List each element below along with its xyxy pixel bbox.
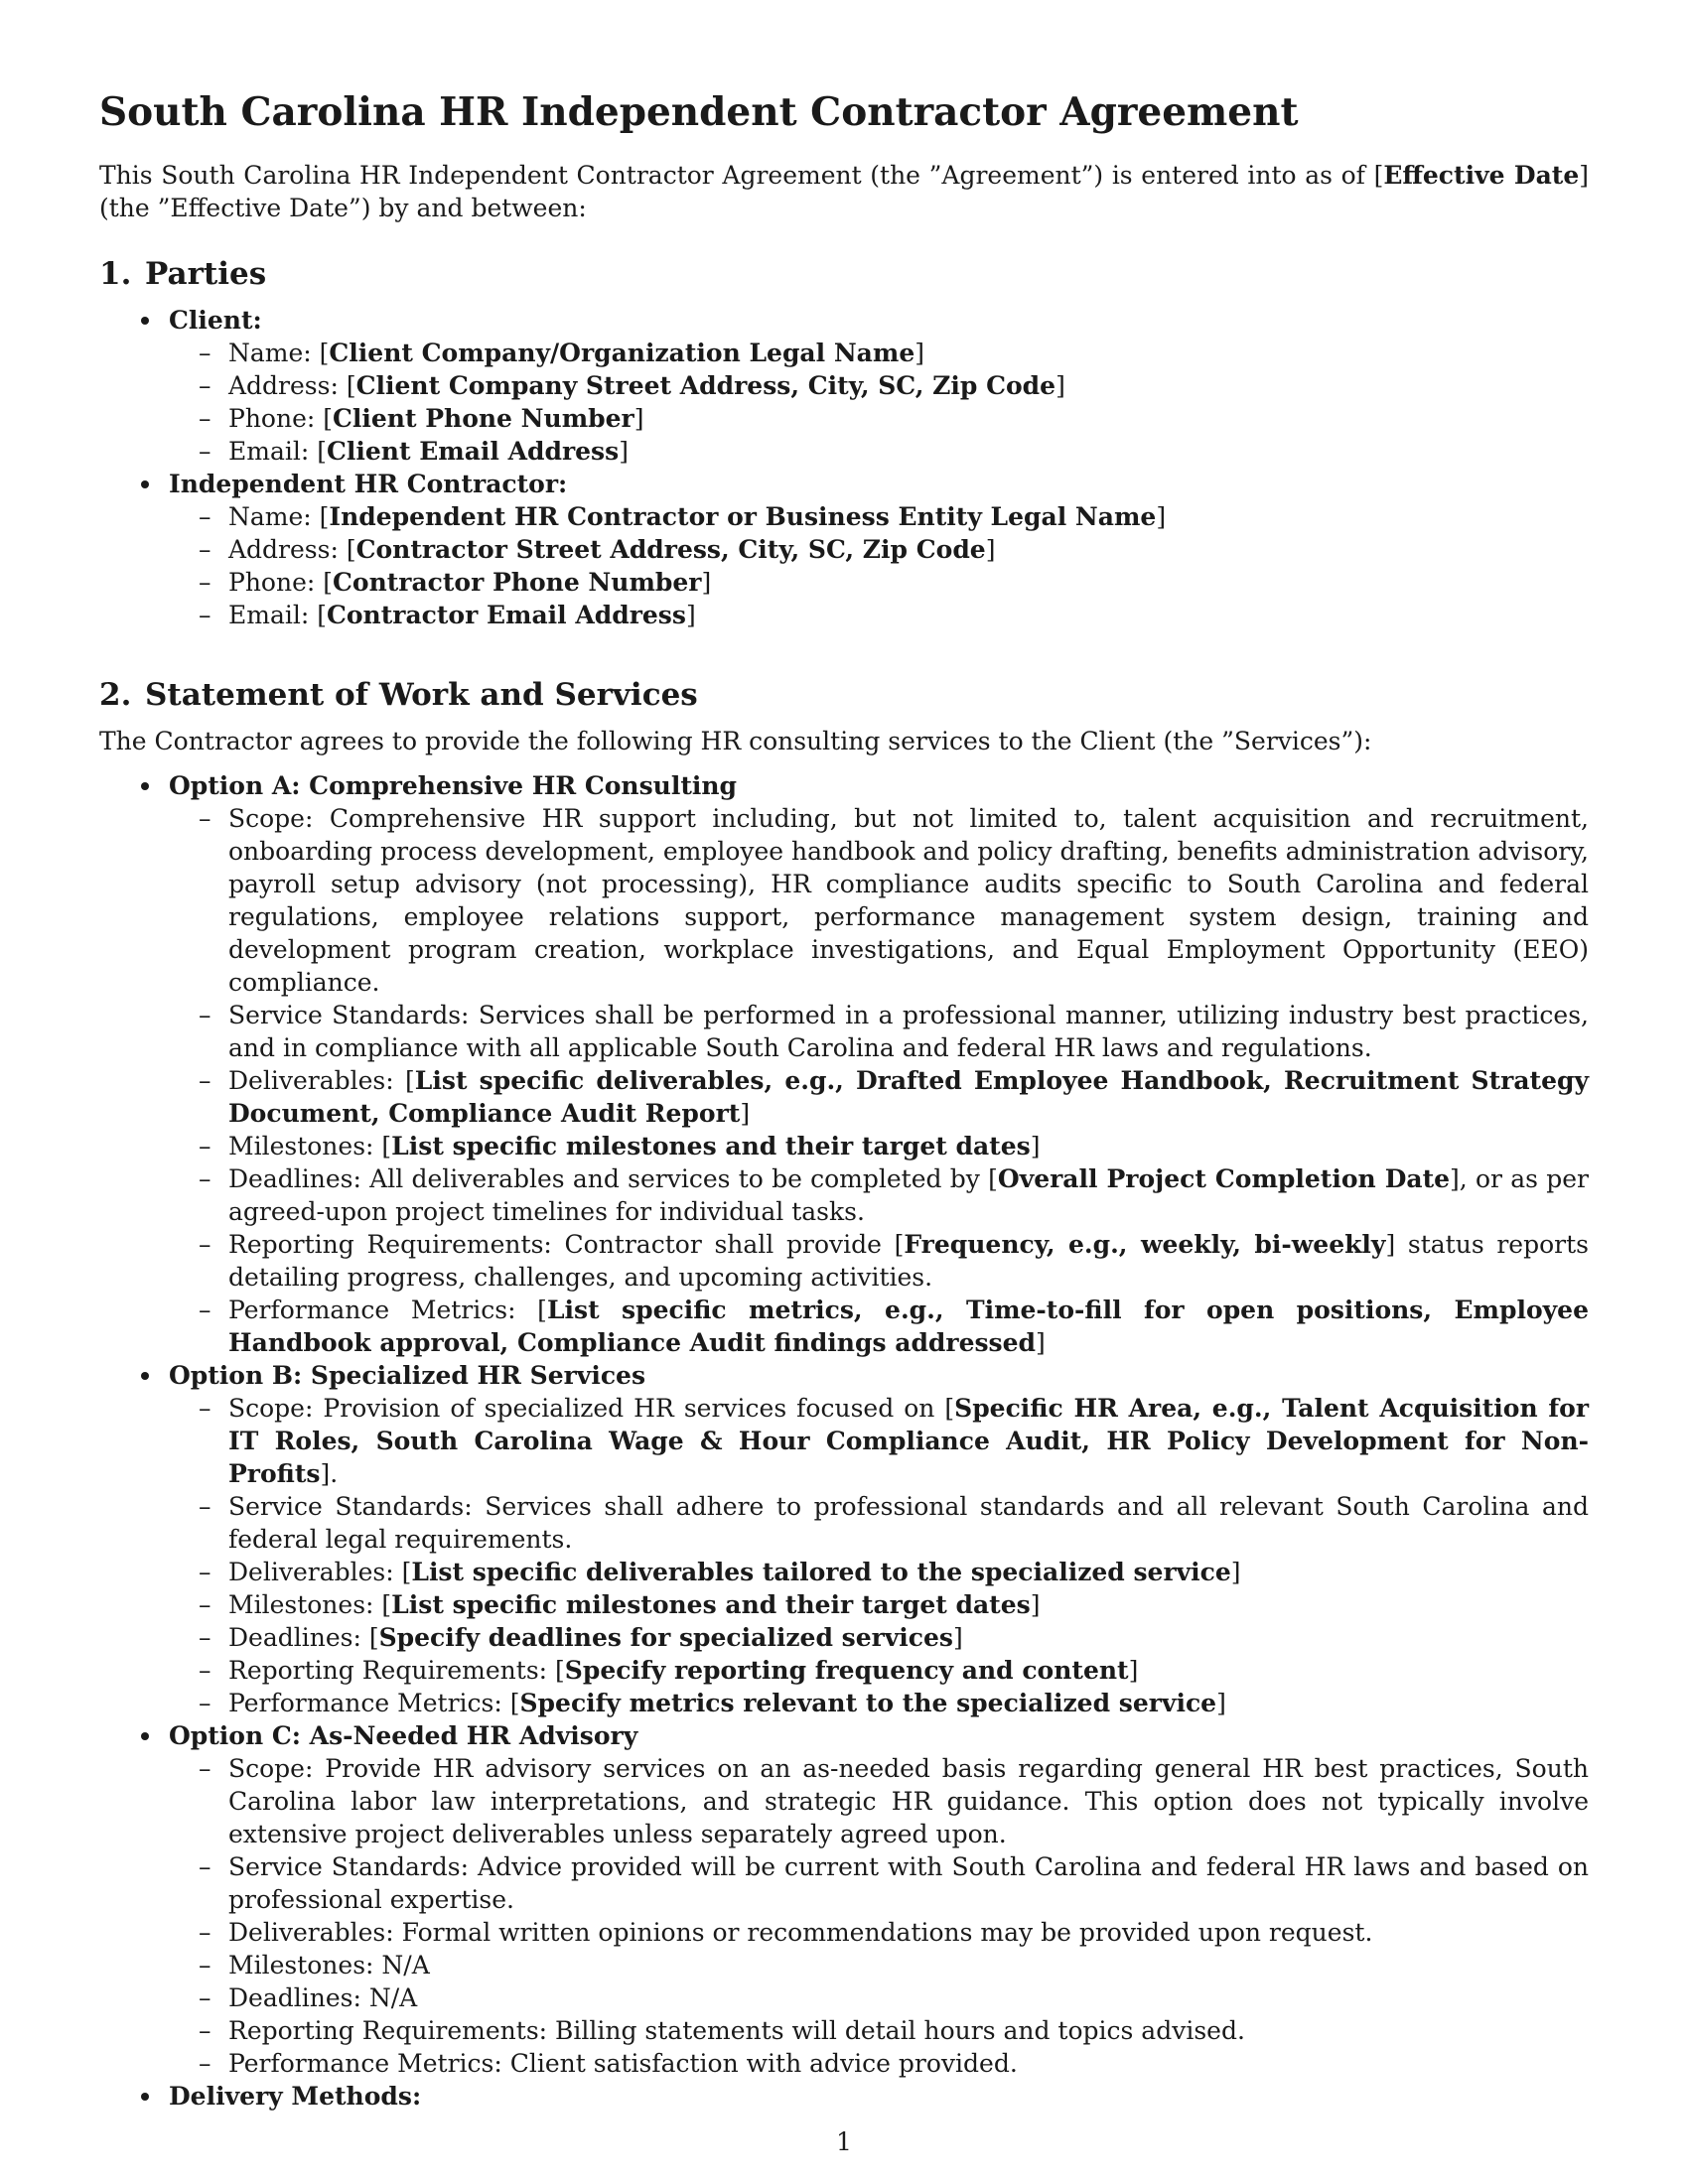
- option-c-item: Option C: As-Needed HR Advisory – Scope: Provide HR advisory services on an as-needed basis regarding general HR best practices, South Carolina labor law interpretations, and strategic HR guidance. This option does not typically involve extensive project deliverables unless separately agreed upon. – Service Standards: Advice provided will be current with South Carolina and federal HR laws and based on professional expertise. – Deliverables: Formal written opinions or recommendations may be provided upon request. – Milestones: N/A – Deadlines: N/A – Reporting Requirements: Billing statements will detail hours and topics advised. – Performance Metrics: Client satisfaction with advice provided.: [169, 1721, 1589, 2078]
- dash-icon: –: [199, 502, 211, 531]
- option-b-metrics: – Performance Metrics: [Specify metrics relevant to the specialized service]: [199, 1689, 1226, 1717]
- intro-paragraph: This South Carolina HR Independent Contractor Agreement (the ”Agreement”) is entered into as of [Effective Date] (the ”Effective Date”) by and between:: [99, 161, 1590, 222]
- delivery-methods-item: Delivery Methods:: [169, 2082, 422, 2111]
- dash-icon: –: [199, 339, 211, 367]
- dash-icon: –: [199, 1164, 211, 1193]
- option-b-deliverables: – Deliverables: [List specific deliverables tailored to the specialized service]: [199, 1558, 1241, 1586]
- dash-icon: –: [199, 1754, 211, 1783]
- dash-icon: –: [199, 1689, 211, 1717]
- option-b-milestones: – Milestones: [List specific milestones and their target dates]: [199, 1590, 1041, 1619]
- dash-icon: –: [199, 1230, 211, 1259]
- option-a-metrics: – Performance Metrics: [List specific metrics, e.g., Time-to-fill for open positions, Employee Handbook approval, Compliance Audit findings addressed]: [199, 1296, 1589, 1357]
- client-phone: – Phone: [Client Phone Number]: [199, 404, 644, 433]
- dash-icon: –: [199, 535, 211, 564]
- dash-icon: –: [199, 437, 211, 466]
- client-details: [169, 337, 1589, 468]
- option-c-reporting: – Reporting Requirements: Billing statements will detail hours and topics advised.: [199, 2016, 1245, 2045]
- client-item: Client: – Name: [Client Company/Organization Legal Name] – Address: [Client Company Street Address, City, SC, Zip Code] – Phone: [Client Phone Number] – Email: [Client Email Address]: [99, 304, 1589, 468]
- services-lead-paragraph: The Contractor agrees to provide the following HR consulting services to the Client (the ”Services”):: [99, 727, 1372, 755]
- dash-icon: –: [199, 804, 211, 833]
- section-parties: [99, 254, 1589, 631]
- contractor-phone: – Phone: [Contractor Phone Number]: [199, 568, 712, 597]
- option-a-milestones: – Milestones: [List specific milestones and their target dates]: [199, 1132, 1041, 1160]
- option-c-scope: – Scope: Provide HR advisory services on an as-needed basis regarding general HR best practices, South Carolina labor law interpretations, and strategic HR guidance. This option does not typically involve extensive project deliverables unless separately agreed upon.: [199, 1754, 1589, 1848]
- option-c-metrics: – Performance Metrics: Client satisfaction with advice provided.: [199, 2049, 1018, 2078]
- dash-icon: –: [199, 1001, 211, 1029]
- effective-date-placeholder: Effective Date: [1383, 161, 1580, 190]
- option-b-item: Option B: Specialized HR Services – Scope: Provision of specialized HR services focused on [Specific HR Area, e.g., Talent Acquisition for IT Roles, South Carolina Wage & Hour Compliance Audit, HR Policy Development for Non-Profits]. – Service Standards: Services shall adhere to professional standards and all relevant South Carolina and federal legal requirements. – Deliverables: [List specific deliverables tailored to the specialized service] – Milestones: [List specific milestones and their target dates] – Deadlines: [Specify deadlines for specialized services] – Reporting Requirements: [Specify reporting frequency and content] – Performance Metrics: [Specify metrics relevant to the specialized service]: [169, 1361, 1589, 1717]
- contractor-details: [169, 500, 1589, 631]
- option-b-reporting: – Reporting Requirements: [Specify reporting frequency and content]: [199, 1656, 1139, 1685]
- option-b-standards: – Service Standards: Services shall adhere to professional standards and all relevant South Carolina and federal legal requirements.: [199, 1492, 1589, 1554]
- dash-icon: –: [199, 1656, 211, 1685]
- parties-list: [99, 304, 1589, 631]
- option-c-deadlines: – Deadlines: N/A: [199, 1983, 418, 2012]
- option-b-scope: – Scope: Provision of specialized HR services focused on [Specific HR Area, e.g., Talent Acquisition for IT Roles, South Carolina Wage & Hour Compliance Audit, HR Policy Development for Non-Profits].: [199, 1394, 1589, 1488]
- contractor-item: Independent HR Contractor: – Name: [Independent HR Contractor or Business Entity Legal Name] – Address: [Contractor Street Address, City, SC, Zip Code] – Phone: [Contractor Phone Number] – Email: [Contractor Email Address]: [99, 468, 1589, 631]
- contractor-name: – Name: [Independent HR Contractor or Business Entity Legal Name]: [199, 502, 1167, 531]
- dash-icon: –: [199, 1951, 211, 1979]
- dash-icon: –: [199, 1623, 211, 1652]
- dash-icon: –: [199, 568, 211, 597]
- dash-icon: –: [199, 371, 211, 400]
- option-a-deadlines: – Deadlines: All deliverables and services to be completed by [Overall Project Completion Date], or as per agreed-upon project timelines for individual tasks.: [199, 1164, 1589, 1226]
- dash-icon: –: [199, 2049, 211, 2078]
- dash-icon: –: [199, 404, 211, 433]
- dash-icon: –: [199, 1590, 211, 1619]
- dash-icon: –: [199, 2016, 211, 2045]
- page-number: 1: [836, 2127, 852, 2156]
- dash-icon: –: [199, 601, 211, 629]
- document-page: [99, 87, 1589, 2113]
- option-c-deliverables: – Deliverables: Formal written opinions or recommendations may be provided upon request.: [199, 1918, 1373, 1947]
- option-a-item: Option A: Comprehensive HR Consulting – Scope: Comprehensive HR support including, but not limited to, talent acquisition and recruitment, onboarding process development, employee handbook and policy drafting, benefits administration advisory, payroll setup advisory (not processing), HR compliance audits specific to South Carolina and federal regulations, employee relations support, performance management system design, training and development program creation, workplace investigations, and Equal Employment Opportunity (EEO) compliance. – Service Standards: Services shall be performed in a professional manner, utilizing industry best practices, and in compliance with all applicable South Carolina and federal HR laws and regulations. – Deliverables: [List specific deliverables, e.g., Drafted Employee Handbook, Recruitment Strategy Document, Compliance Audit Report] – Milestones: [List specific milestones and their target dates] – Deadlines: All deliverables and services to be completed by [Overall Project Completion Date], or as per agreed-upon project timelines for individual tasks. – Reporting Requirements: Contractor shall provide [Frequency, e.g., weekly, bi-weekly] status reports detailing progress, challenges, and upcoming activities. – Performance Metrics: [List specific metrics, e.g., Time-to-fill for open positions, Employee Handbook approval, Compliance Audit findings addressed]: [169, 771, 1589, 1357]
- dash-icon: –: [199, 1132, 211, 1160]
- option-b-deadlines: – Deadlines: [Specify deadlines for specialized services]: [199, 1623, 963, 1652]
- option-a-scope: – Scope: Comprehensive HR support including, but not limited to, talent acquisition and recruitment, onboarding process development, employee handbook and policy drafting, benefits administration advisory, payroll setup advisory (not processing), HR compliance audits specific to South Carolina and federal regulations, employee relations support, performance management system design, training and development program creation, workplace investigations, and Equal Employment Opportunity (EEO) compliance.: [199, 804, 1589, 997]
- dash-icon: –: [199, 1066, 211, 1095]
- dash-icon: –: [199, 1394, 211, 1423]
- option-c-standards: – Service Standards: Advice provided will be current with South Carolina and federal HR laws and based on professional expertise.: [199, 1852, 1589, 1914]
- option-b-details: [169, 1392, 1589, 1719]
- option-a-reporting: – Reporting Requirements: Contractor shall provide [Frequency, e.g., weekly, bi-weekly] status reports detailing progress, challenges, and upcoming activities.: [199, 1230, 1589, 1292]
- dash-icon: –: [199, 1558, 211, 1586]
- client-address: – Address: [Client Company Street Address, City, SC, Zip Code]: [199, 371, 1065, 400]
- document-title: South Carolina HR Independent Contractor Agreement: [99, 89, 1299, 135]
- option-a-deliverables: – Deliverables: [List specific deliverables, e.g., Drafted Employee Handbook, Recruitment Strategy Document, Compliance Audit Report]: [199, 1066, 1589, 1128]
- dash-icon: –: [199, 1918, 211, 1947]
- dash-icon: –: [199, 1852, 211, 1881]
- section-statement-of-work: [99, 675, 1589, 2113]
- section-heading: 1. Parties: [99, 256, 267, 292]
- dash-icon: –: [199, 1983, 211, 2012]
- option-c-milestones: – Milestones: N/A: [199, 1951, 430, 1979]
- dash-icon: –: [199, 1296, 211, 1324]
- option-a-standards: – Service Standards: Services shall be performed in a professional manner, utilizing industry best practices, and in compliance with all applicable South Carolina and federal HR laws and regulations.: [199, 1001, 1589, 1062]
- client-name: – Name: [Client Company/Organization Legal Name]: [199, 339, 925, 367]
- contractor-address: – Address: [Contractor Street Address, City, SC, Zip Code]: [199, 535, 996, 564]
- contractor-email: – Email: [Contractor Email Address]: [199, 601, 696, 629]
- option-c-details: [169, 1752, 1589, 2080]
- client-email: – Email: [Client Email Address]: [199, 437, 629, 466]
- dash-icon: –: [199, 1492, 211, 1521]
- options-list: [99, 769, 1589, 2113]
- section-heading: 2. Statement of Work and Services: [99, 677, 698, 713]
- option-a-details: [169, 802, 1589, 1359]
